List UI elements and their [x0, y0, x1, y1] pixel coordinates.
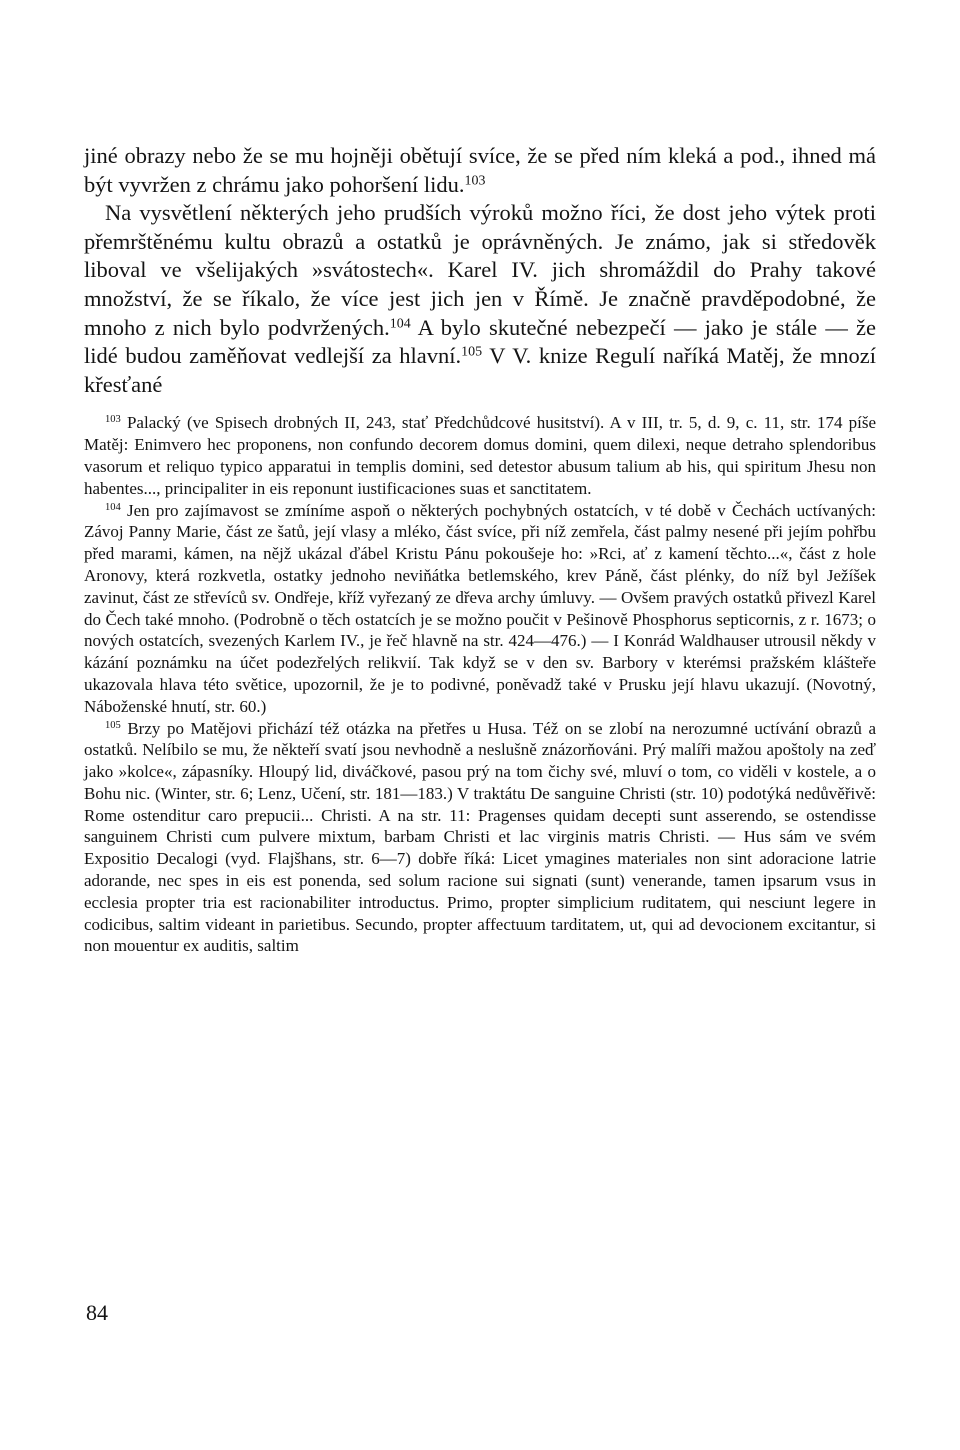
footnote-text: Jen pro zajímavost se zmíníme aspoň o některých pochybných ostatcích, v té době v Čechách uctívaných: Závoj Panny Marie, část ze šatů, její vlasy a mléko, část svíce, při níž zemřela, část palmy nesené při jejím pohřbu před marami, kámen, na nějž ukázal ďábel Kristu Pánu pokoušeje ho: »Rci, ať z kamení těchto...«, část z hole Aronovy, která rozkvetla, ostatky jednoho neviňátka betlemského, krev Páně, část plénky, do níž byl Ježíšek zavinut, část ze střevíců sv. Ondřeje, kříž vyřezaný ze dřeva archy úmluvy. — Ovšem pravých ostatků přivezl Karel do Čech také mnoho. (Podrobně o těch ostatcích je se možno poučit v Pešinově Phosphorus septicornis, z r. 1673; o nových ostatcích, svezených Karlem IV., je řeč hlavně na str. 424—476.) — I Konrád Waldhauser utrousil někdy v kázání poznámku na účet podezřelých relikvií. Tak když se v den sv. Barbory v kterémsi pražském klášteře ukazovala hlava této světice, upozornil, že je to podivné, poněvadž také v Prusku její hlavu ukazují. (Novotný, Náboženské hnutí, str. 60.) [84, 500, 876, 716]
footnote-number: 104 [105, 501, 121, 513]
footnote-ref-103[interactable]: 103 [464, 172, 486, 188]
paragraph-text: V V. knize Regulí naříká Matěj, že mnozí křesťané [84, 343, 876, 397]
footnotes [84, 412, 876, 957]
paragraph [84, 199, 876, 399]
footnote-number: 105 [105, 719, 121, 731]
paragraph-continued [84, 142, 876, 199]
footnote-ref-104[interactable]: 104 [389, 315, 411, 331]
footnote-105 [84, 718, 876, 958]
main-text [84, 142, 876, 399]
footnote-text: Palacký (ve Spisech drobných II, 243, stať Předchůdcové husitství). A v III, tr. 5, d. 9, c. 11, str. 174 píše Matěj: Enimvero hec proponens, non confundo decorem domus domini, quem dilexi, neque detraho splendoribus vasorum et reliquo typico apparatui in templis domini, sed detestor abusum talium ab his, qui spiritum Jhesu non habentes..., principaliter in eis reponunt iustificaciones suas et sanctitatem. [84, 413, 876, 498]
paragraph-text: jiné obrazy nebo že se mu hojněji obětují svíce, že se před ním kleká a pod., ihned má být vyvržen z chrámu jako pohoršení lidu. [84, 143, 876, 197]
footnote-103 [84, 412, 876, 499]
footnote-number: 103 [105, 414, 121, 426]
paragraph-text: Na vysvětlení některých jeho prudších výroků možno říci, že dost jeho výtek proti přemrštěnému kultu obrazů a ostatků je oprávněných. Je známo, jak si středověk liboval ve všelijakých »svátostech«. Karel IV. jich shromáždil do Prahy takové množství, že se říkalo, že více jest jich jen v Římě. Je značně pravděpodobné, že mnoho z nich bylo podvržených. [84, 200, 876, 340]
footnote-104 [84, 500, 876, 718]
paragraph-text: A bylo skutečné nebezpečí — jako je stále — že lidé budou zaměňovat vedlejší za hlavní. [84, 314, 876, 369]
page-number: 84 [86, 1300, 108, 1325]
footnote-ref-105[interactable]: 105 [461, 344, 483, 360]
footnote-text: Brzy po Matějovi přichází též otázka na přetřes u Husa. Též on se zlobí na nerozumné uctívání obrazů a ostatků. Nelíbilo se mu, že někteří svatí jsou nevhodně a neslušně znázorňováni. Prý malíři mažou apoštoly na zeď jako »kolce«, zápasníky. Hloupý lid, diváčkové, pasou prý na tom čichy své, mluví o tom, co viděli v kostele, a o Bohu nic. (Winter, str. 6; Lenz, Učení, str. 181—183.) V traktátu De sanguine Christi (str. 10) podotýká nedůvěřivě: Rome ostenditur caro prepucii... Christi. A na str. 11: Pragenses quidam decepti sunt asserendo, se ostendisse sanguinem Christi cum pulvere mixtum, barbam Christi et lac virginis matris Christi. — Hus sám ve svém Expositio Decalogi (vyd. Flajšhans, str. 6—7) dobře říká: Licet ymagines materiales non sint adoracione latrie adorande, nec spes in eis est ponenda, sed solum racione sui signati (sunt) venerande, tamen ipsarum vsus in ecclesia propter tria est racionabiliter introductus. Primo, propter simplicium ruditatem, qui nesciunt legere in codicibus, saltim videant in parietibus. Secundo, propter affectuum tarditatem, ut, qui ad devocionem excitantur, si non mouentur ex auditis, saltim [84, 718, 876, 956]
page-body [84, 142, 876, 957]
